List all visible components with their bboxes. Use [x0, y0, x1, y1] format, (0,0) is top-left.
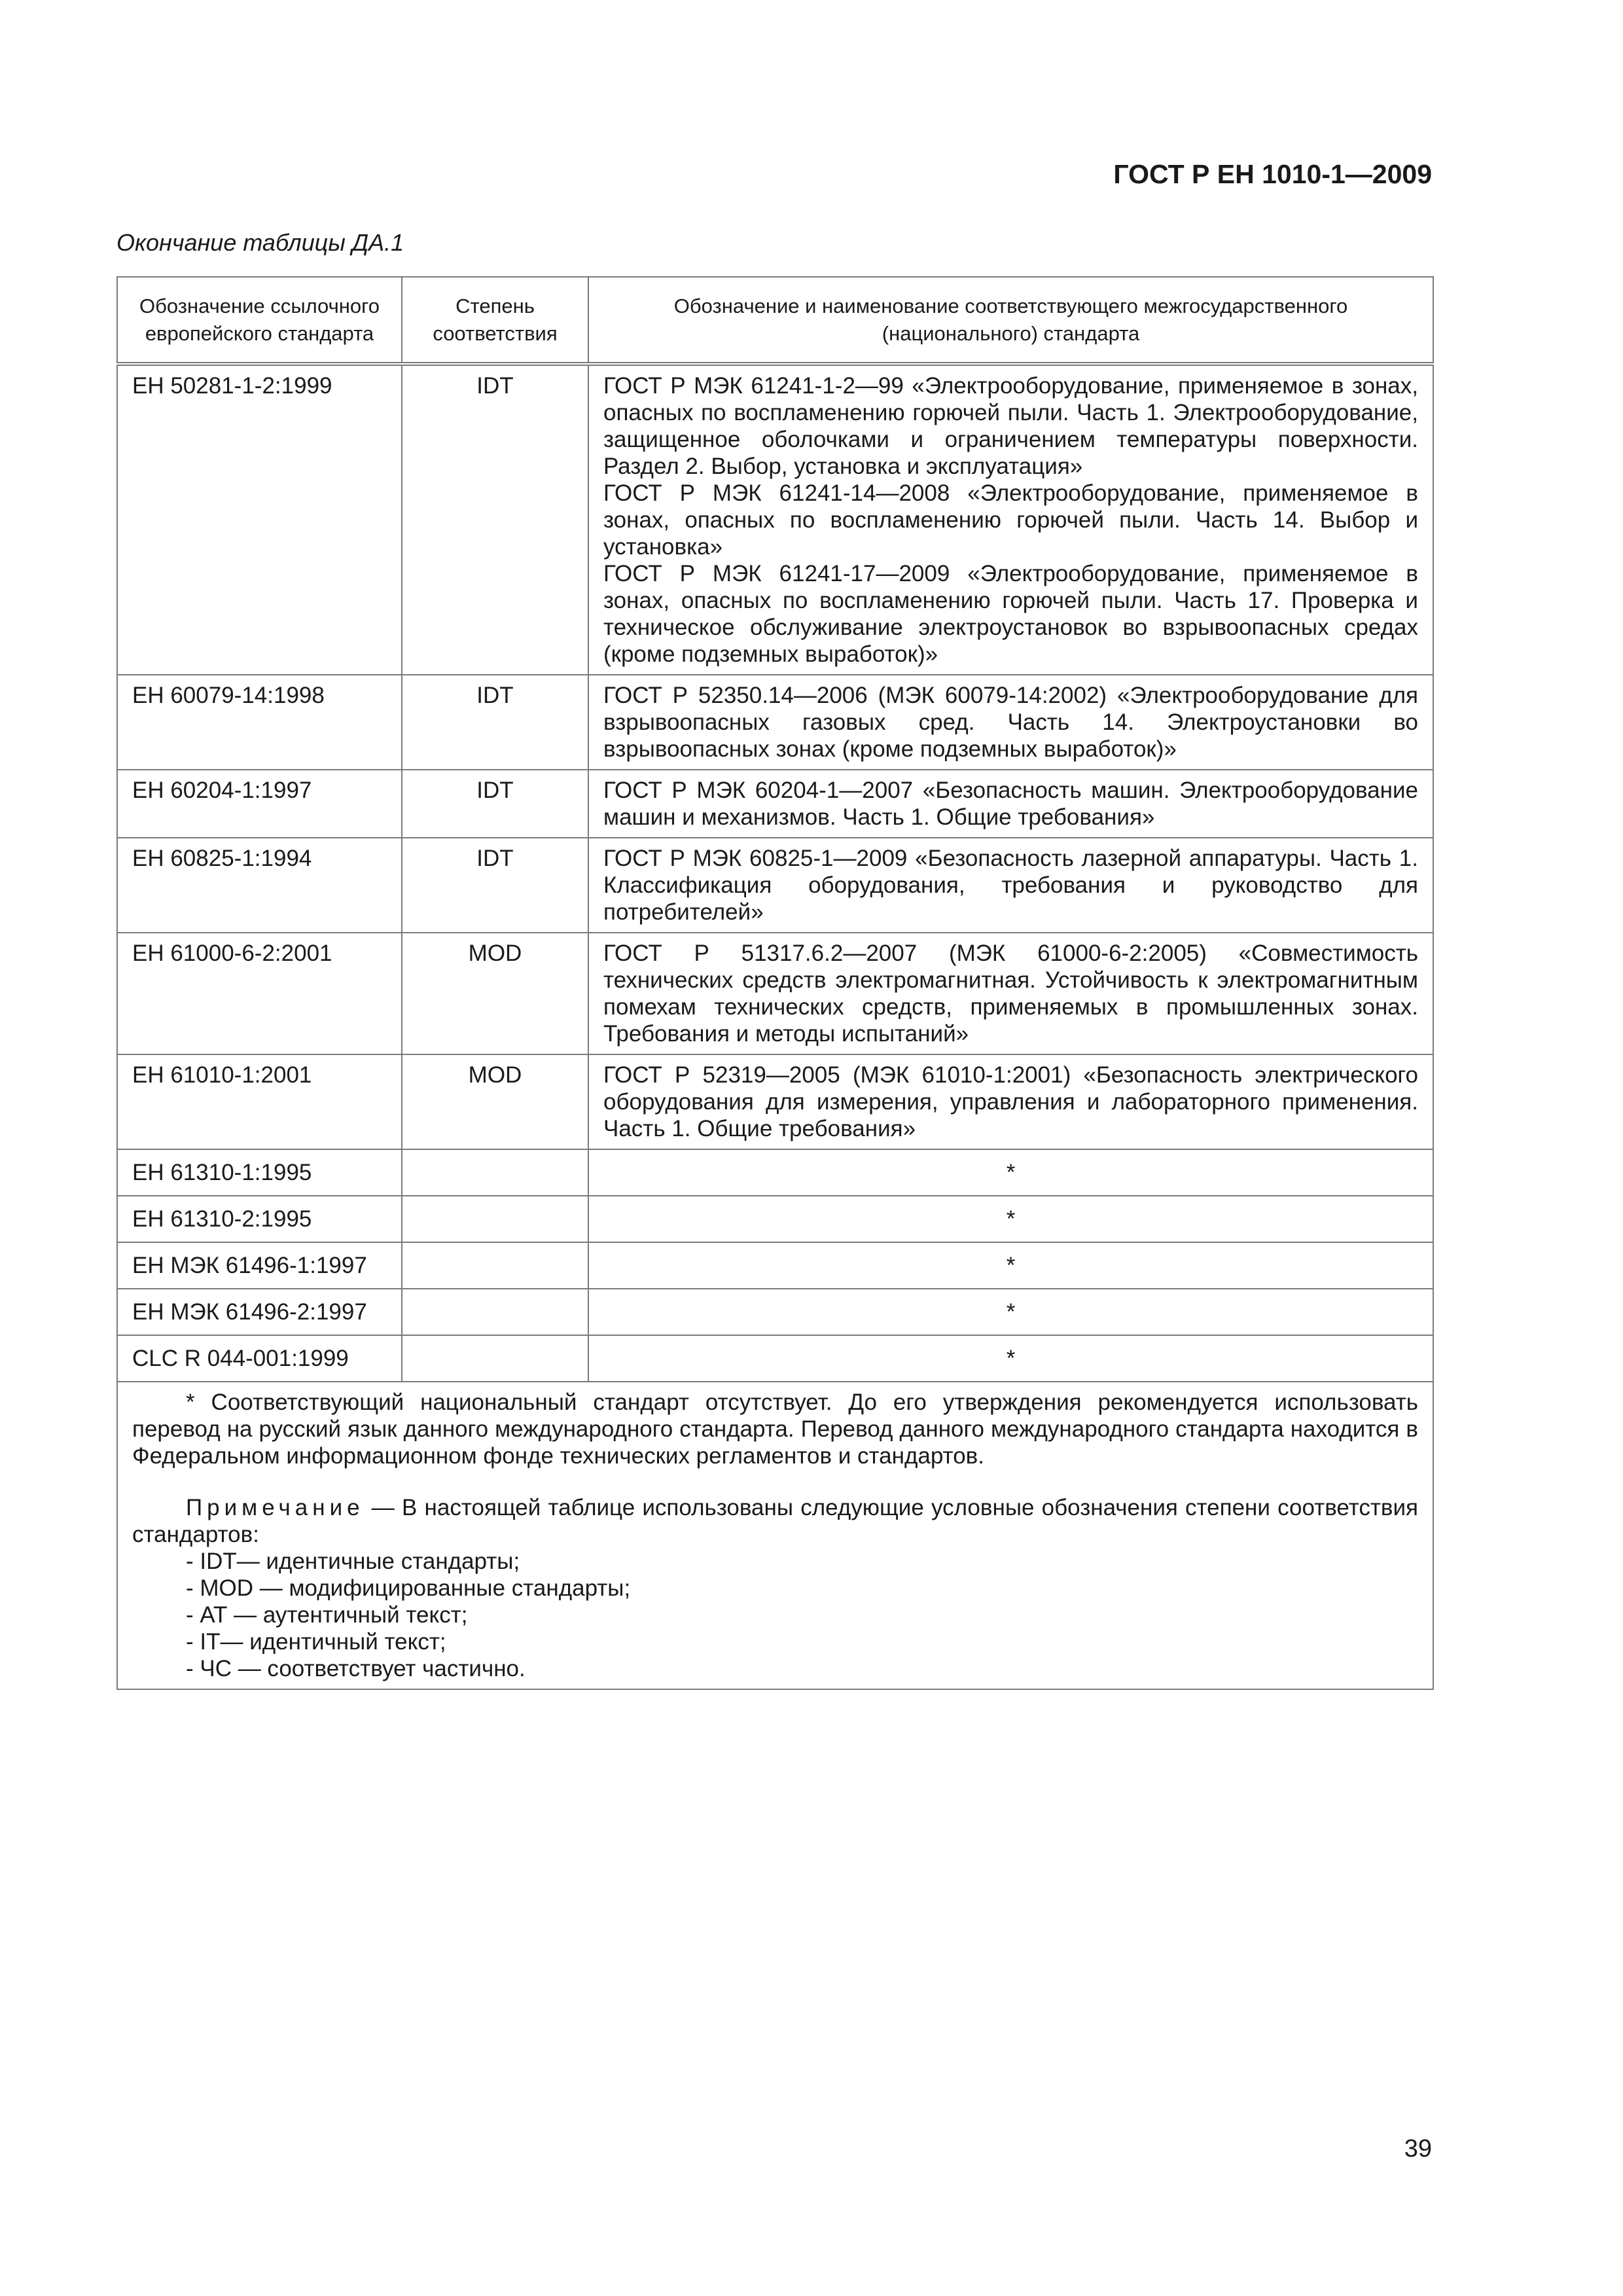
national-standard-cell — [588, 1149, 1433, 1196]
national-standard-title: ГОСТ Р 51317.6.2—2007 (МЭК 61000-6-2:2005) «Совместимость технических средств электромагнитная. Устойчивость к электромагнитным помехам технических средств, применяемых в промышленных зонах. Требования и методы испытаний» — [603, 941, 1418, 1047]
table-row — [117, 838, 1433, 933]
table-row — [117, 1196, 1433, 1242]
abbreviation-item: - ЧС — соответствует частично. — [186, 1656, 526, 1681]
national-standard-cell — [588, 838, 1433, 933]
degree-cell — [402, 1196, 588, 1242]
national-standard-title: ГОСТ Р МЭК 60204-1—2007 «Безопасность машин. Электрооборудование машин и механизмов. Часть 1. Общие требования» — [603, 778, 1418, 830]
reference-standard-cell: ЕН 50281-1-2:1999 — [117, 364, 402, 675]
table-row — [117, 933, 1433, 1054]
national-standard-title: ГОСТ Р МЭК 61241-17—2009 «Электрооборудование, применяемое в зонах, опасных по воспламенению горючей пыли. Часть 17. Проверка и техническое обслуживание электроустановок во взрывоопасных средах (кроме подземных выработок)» — [603, 561, 1418, 667]
column-header-reference: Обозначение ссылочного европейского стандарта — [117, 277, 402, 364]
table-row — [117, 770, 1433, 838]
national-standard-title: ГОСТ Р МЭК 61241-14—2008 «Электрооборудование, применяемое в зонах, опасных по воспламенению горючей пыли. Часть 14. Выбор и установка» — [603, 480, 1418, 560]
degree-cell: IDT — [402, 675, 588, 770]
abbreviation-item: - IDT— идентичные стандарты; — [186, 1549, 520, 1574]
national-standard-title: ГОСТ Р 52319—2005 (МЭК 61010-1:2001) «Безопасность электрического оборудования для измерения, управления и лабораторного применения. Часть 1. Общие требования» — [603, 1062, 1418, 1141]
national-standard-cell — [588, 364, 1433, 675]
notes-cell — [117, 1382, 1433, 1689]
reference-standard-cell: ЕН 61310-1:1995 — [117, 1149, 402, 1196]
degree-cell: IDT — [402, 838, 588, 933]
degree-cell: MOD — [402, 933, 588, 1054]
no-standard-mark: * — [1006, 1346, 1016, 1371]
national-standard-title: ГОСТ Р МЭК 60825-1—2009 «Безопасность лазерной аппаратуры. Часть 1. Классификация оборудования, требования и руководство для потребителей» — [603, 846, 1418, 925]
correspondence-table — [116, 276, 1434, 1690]
abbreviation-item: - MOD — модифицированные стандарты; — [186, 1575, 631, 1601]
column-header-degree: Степень соответствия — [402, 277, 588, 364]
degree-cell: IDT — [402, 770, 588, 838]
note-text: — В настоящей таблице использованы следующие условные обозначения степени соответствия стандартов: — [132, 1495, 1418, 1547]
degree-cell — [402, 1289, 588, 1335]
notes-row — [117, 1382, 1433, 1689]
table-body — [117, 364, 1433, 1382]
note-intro — [132, 1494, 1418, 1548]
page-number: 39 — [1404, 2135, 1432, 2162]
table-row — [117, 1054, 1433, 1149]
degree-cell — [402, 1149, 588, 1196]
no-standard-mark: * — [1006, 1253, 1016, 1278]
column-header-national-standard: Обозначение и наименование соответствующего межгосударственного (национального) стандарта — [588, 277, 1433, 364]
national-standard-title: ГОСТ Р 52350.14—2006 (МЭК 60079-14:2002) «Электрооборудование для взрывоопасных газовых сред. Часть 14. Электроустановки во взрывоопасных зонах (кроме подземных выработок)» — [603, 683, 1418, 762]
reference-standard-cell: ЕН 60204-1:1997 — [117, 770, 402, 838]
note-label: Примечание — [186, 1495, 365, 1520]
no-standard-mark: * — [1006, 1206, 1016, 1232]
national-standard-cell — [588, 933, 1433, 1054]
table-row — [117, 675, 1433, 770]
table-row — [117, 1242, 1433, 1289]
table-row — [117, 364, 1433, 675]
reference-standard-cell: ЕН 61000-6-2:2001 — [117, 933, 402, 1054]
national-standard-cell — [588, 770, 1433, 838]
national-standard-title: ГОСТ Р МЭК 61241-1-2—99 «Электрооборудование, применяемое в зонах, опасных по воспламенению горючей пыли. Часть 1. Электрооборудование, защищенное оболочками и ограничением температуры поверхности. Раздел 2. Выбор, установка и эксплуатация» — [603, 373, 1418, 479]
reference-standard-cell: ЕН 60079-14:1998 — [117, 675, 402, 770]
national-standard-cell — [588, 675, 1433, 770]
no-standard-mark: * — [1006, 1299, 1016, 1325]
table-header-row — [117, 277, 1433, 364]
national-standard-cell — [588, 1054, 1433, 1149]
table-row — [117, 1335, 1433, 1382]
reference-standard-cell: ЕН 60825-1:1994 — [117, 838, 402, 933]
national-standard-cell — [588, 1242, 1433, 1289]
degree-cell — [402, 1242, 588, 1289]
degree-cell — [402, 1335, 588, 1382]
reference-standard-cell: ЕН МЭК 61496-2:1997 — [117, 1289, 402, 1335]
table-row — [117, 1289, 1433, 1335]
reference-standard-cell: CLC R 044-001:1999 — [117, 1335, 402, 1382]
national-standard-cell — [588, 1289, 1433, 1335]
reference-standard-cell: ЕН МЭК 61496-1:1997 — [117, 1242, 402, 1289]
degree-cell: MOD — [402, 1054, 588, 1149]
table-caption: Окончание таблицы ДА.1 — [116, 229, 404, 256]
national-standard-cell — [588, 1335, 1433, 1382]
document-code: ГОСТ Р ЕН 1010-1—2009 — [1113, 159, 1432, 189]
abbreviation-item: - IT— идентичный текст; — [186, 1629, 446, 1655]
no-standard-mark: * — [1006, 1160, 1016, 1185]
reference-standard-cell: ЕН 61310-2:1995 — [117, 1196, 402, 1242]
abbreviation-item: - АТ — аутентичный текст; — [186, 1602, 468, 1628]
footnote: * Соответствующий национальный стандарт отсутствует. До его утверждения рекомендуется использовать перевод на русский язык данного международного стандарта. Перевод данного международного стандарта находится в Федеральном информационном фонде технических регламентов и стандартов. — [132, 1390, 1418, 1469]
national-standard-cell — [588, 1196, 1433, 1242]
reference-standard-cell: ЕН 61010-1:2001 — [117, 1054, 402, 1149]
table-row — [117, 1149, 1433, 1196]
degree-cell: IDT — [402, 364, 588, 675]
